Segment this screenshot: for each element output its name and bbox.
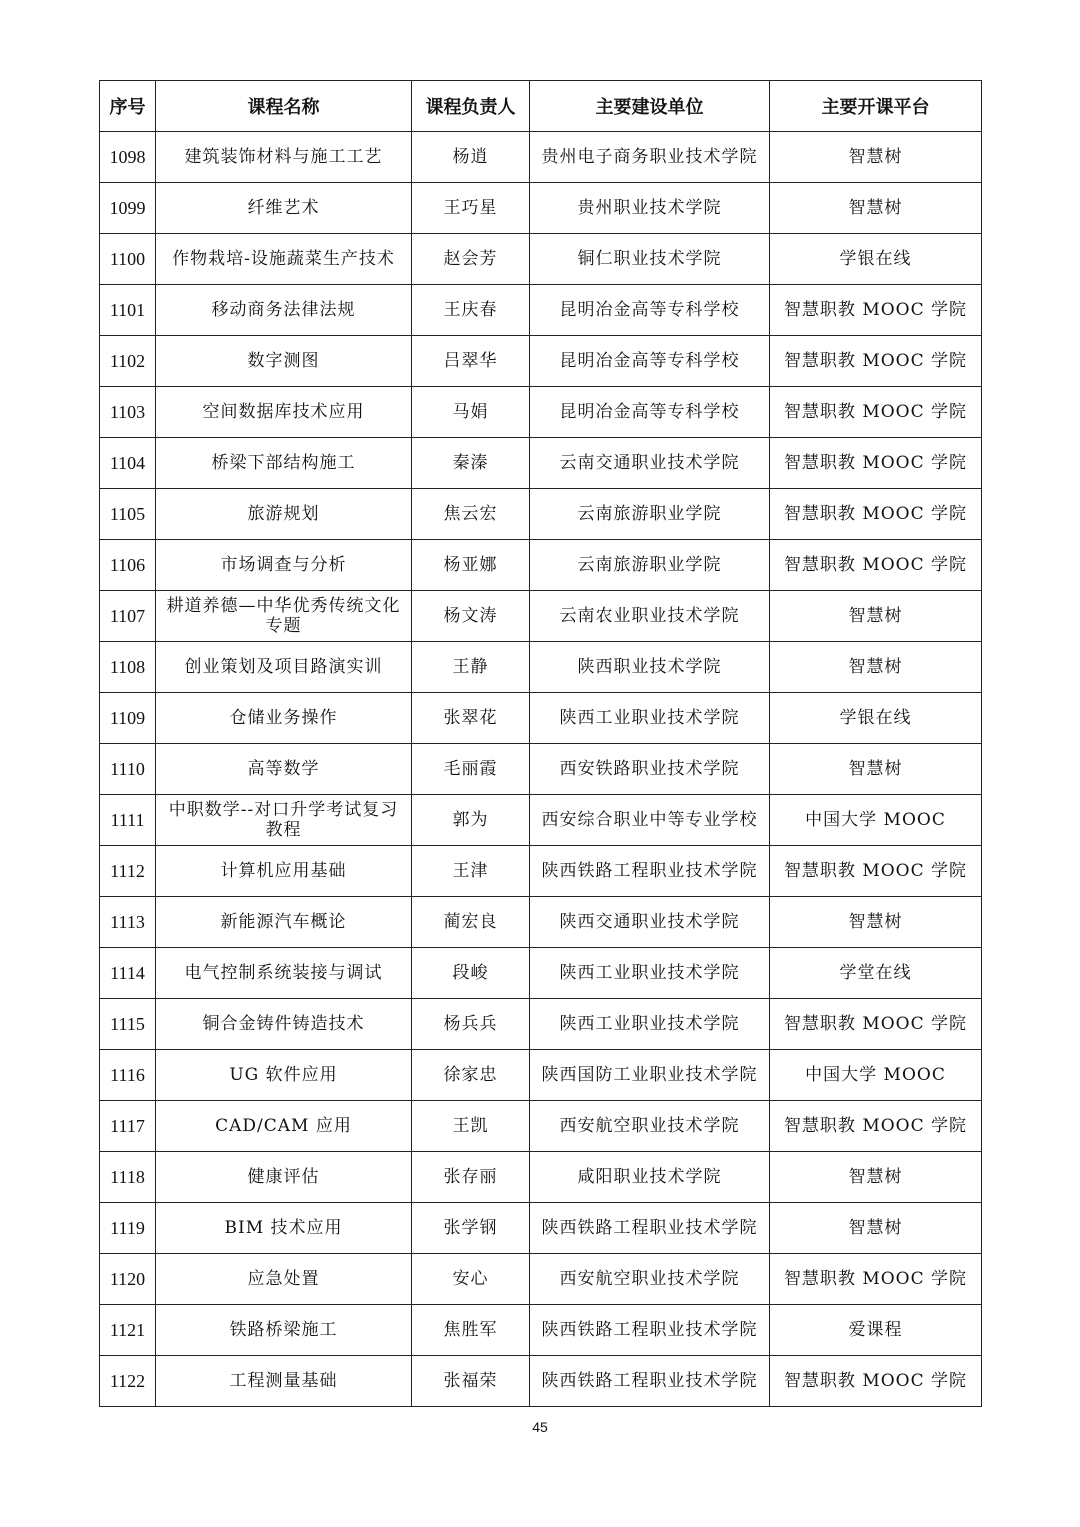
cell-index: 1120 — [100, 1254, 156, 1305]
cell-course-name: 工程测量基础 — [156, 1356, 412, 1407]
table-row — [100, 1203, 982, 1254]
cell-course-name: 铁路桥梁施工 — [156, 1305, 412, 1356]
table-row — [100, 591, 982, 642]
cell-platform: 智慧树 — [770, 897, 982, 948]
cell-index: 1118 — [100, 1152, 156, 1203]
table-row — [100, 540, 982, 591]
cell-index: 1111 — [100, 795, 156, 846]
cell-index: 1121 — [100, 1305, 156, 1356]
cell-institution: 陕西工业职业技术学院 — [530, 948, 770, 999]
cell-course-name: UG 软件应用 — [156, 1050, 412, 1101]
header-course-name: 课程名称 — [156, 81, 412, 132]
table-row — [100, 1254, 982, 1305]
cell-platform: 智慧职教 MOOC 学院 — [770, 1356, 982, 1407]
header-index: 序号 — [100, 81, 156, 132]
table-row — [100, 1152, 982, 1203]
cell-course-leader: 段峻 — [412, 948, 530, 999]
cell-course-leader: 徐家忠 — [412, 1050, 530, 1101]
cell-index: 1100 — [100, 234, 156, 285]
cell-platform: 学银在线 — [770, 234, 982, 285]
cell-platform: 智慧职教 MOOC 学院 — [770, 336, 982, 387]
cell-course-name: 中职数学--对口升学考试复习教程 — [156, 795, 412, 846]
table-row — [100, 183, 982, 234]
cell-index: 1108 — [100, 642, 156, 693]
cell-institution: 云南农业职业技术学院 — [530, 591, 770, 642]
table-row — [100, 234, 982, 285]
table-row — [100, 642, 982, 693]
cell-course-name: 铜合金铸件铸造技术 — [156, 999, 412, 1050]
cell-course-name: 耕道养德—中华优秀传统文化专题 — [156, 591, 412, 642]
cell-course-leader: 赵会芳 — [412, 234, 530, 285]
cell-course-leader: 杨文涛 — [412, 591, 530, 642]
cell-institution: 陕西国防工业职业技术学院 — [530, 1050, 770, 1101]
cell-course-name: 计算机应用基础 — [156, 846, 412, 897]
cell-index: 1110 — [100, 744, 156, 795]
cell-platform: 智慧树 — [770, 1152, 982, 1203]
cell-institution: 陕西交通职业技术学院 — [530, 897, 770, 948]
cell-course-leader: 吕翠华 — [412, 336, 530, 387]
cell-platform: 智慧职教 MOOC 学院 — [770, 999, 982, 1050]
cell-platform: 智慧职教 MOOC 学院 — [770, 540, 982, 591]
cell-index: 1119 — [100, 1203, 156, 1254]
cell-index: 1113 — [100, 897, 156, 948]
cell-index: 1104 — [100, 438, 156, 489]
cell-course-leader: 蔺宏良 — [412, 897, 530, 948]
table-row — [100, 438, 982, 489]
cell-index: 1107 — [100, 591, 156, 642]
cell-course-leader: 安心 — [412, 1254, 530, 1305]
cell-institution: 云南旅游职业学院 — [530, 540, 770, 591]
cell-course-leader: 杨逍 — [412, 132, 530, 183]
cell-course-name: 市场调查与分析 — [156, 540, 412, 591]
cell-platform: 学堂在线 — [770, 948, 982, 999]
cell-course-name: 数字测图 — [156, 336, 412, 387]
table-row — [100, 285, 982, 336]
cell-platform: 中国大学 MOOC — [770, 795, 982, 846]
cell-institution: 咸阳职业技术学院 — [530, 1152, 770, 1203]
cell-course-leader: 马娟 — [412, 387, 530, 438]
cell-platform: 智慧树 — [770, 642, 982, 693]
cell-platform: 智慧树 — [770, 132, 982, 183]
cell-platform: 智慧职教 MOOC 学院 — [770, 438, 982, 489]
cell-institution: 西安航空职业技术学院 — [530, 1254, 770, 1305]
cell-course-name: 移动商务法律法规 — [156, 285, 412, 336]
cell-index: 1101 — [100, 285, 156, 336]
cell-course-name: 纤维艺术 — [156, 183, 412, 234]
cell-platform: 智慧职教 MOOC 学院 — [770, 285, 982, 336]
cell-index: 1122 — [100, 1356, 156, 1407]
cell-course-name: 电气控制系统装接与调试 — [156, 948, 412, 999]
cell-course-name: 建筑装饰材料与施工工艺 — [156, 132, 412, 183]
cell-institution: 昆明冶金高等专科学校 — [530, 387, 770, 438]
cell-course-leader: 张学钢 — [412, 1203, 530, 1254]
cell-course-leader: 焦云宏 — [412, 489, 530, 540]
cell-platform: 智慧树 — [770, 591, 982, 642]
header-institution: 主要建设单位 — [530, 81, 770, 132]
table-row — [100, 846, 982, 897]
cell-course-leader: 王静 — [412, 642, 530, 693]
cell-course-name: 作物栽培-设施蔬菜生产技术 — [156, 234, 412, 285]
course-table — [99, 80, 982, 1407]
table-body — [100, 132, 982, 1407]
cell-course-leader: 焦胜军 — [412, 1305, 530, 1356]
cell-index: 1105 — [100, 489, 156, 540]
table-row — [100, 336, 982, 387]
table-row — [100, 489, 982, 540]
cell-course-name: 旅游规划 — [156, 489, 412, 540]
cell-index: 1117 — [100, 1101, 156, 1152]
cell-platform: 智慧树 — [770, 183, 982, 234]
cell-institution: 昆明冶金高等专科学校 — [530, 285, 770, 336]
cell-institution: 陕西职业技术学院 — [530, 642, 770, 693]
cell-platform: 智慧职教 MOOC 学院 — [770, 846, 982, 897]
cell-institution: 西安铁路职业技术学院 — [530, 744, 770, 795]
table-row — [100, 897, 982, 948]
cell-course-leader: 秦溱 — [412, 438, 530, 489]
cell-course-leader: 王凯 — [412, 1101, 530, 1152]
cell-course-name: CAD/CAM 应用 — [156, 1101, 412, 1152]
table-row — [100, 1356, 982, 1407]
cell-platform: 智慧树 — [770, 744, 982, 795]
cell-platform: 智慧职教 MOOC 学院 — [770, 489, 982, 540]
cell-index: 1112 — [100, 846, 156, 897]
cell-index: 1103 — [100, 387, 156, 438]
cell-institution: 陕西铁路工程职业技术学院 — [530, 1305, 770, 1356]
table-row — [100, 1101, 982, 1152]
header-course-leader: 课程负责人 — [412, 81, 530, 132]
cell-course-leader: 张存丽 — [412, 1152, 530, 1203]
cell-institution: 陕西工业职业技术学院 — [530, 999, 770, 1050]
table-row — [100, 132, 982, 183]
table-row — [100, 387, 982, 438]
cell-institution: 陕西铁路工程职业技术学院 — [530, 1203, 770, 1254]
cell-course-name: 健康评估 — [156, 1152, 412, 1203]
table-row — [100, 693, 982, 744]
cell-course-leader: 杨兵兵 — [412, 999, 530, 1050]
cell-course-leader: 王津 — [412, 846, 530, 897]
cell-index: 1106 — [100, 540, 156, 591]
cell-course-name: 高等数学 — [156, 744, 412, 795]
table-row — [100, 999, 982, 1050]
table-row — [100, 795, 982, 846]
cell-institution: 陕西工业职业技术学院 — [530, 693, 770, 744]
cell-index: 1116 — [100, 1050, 156, 1101]
cell-institution: 陕西铁路工程职业技术学院 — [530, 1356, 770, 1407]
cell-course-leader: 张翠花 — [412, 693, 530, 744]
cell-index: 1115 — [100, 999, 156, 1050]
table-row — [100, 1050, 982, 1101]
table-row — [100, 744, 982, 795]
cell-course-name: 应急处置 — [156, 1254, 412, 1305]
table-row — [100, 1305, 982, 1356]
cell-platform: 智慧职教 MOOC 学院 — [770, 387, 982, 438]
cell-platform: 智慧树 — [770, 1203, 982, 1254]
cell-course-leader: 王巧星 — [412, 183, 530, 234]
cell-index: 1099 — [100, 183, 156, 234]
cell-institution: 昆明冶金高等专科学校 — [530, 336, 770, 387]
cell-course-name: 创业策划及项目路演实训 — [156, 642, 412, 693]
cell-course-leader: 张福荣 — [412, 1356, 530, 1407]
cell-course-leader: 王庆春 — [412, 285, 530, 336]
cell-institution: 西安综合职业中等专业学校 — [530, 795, 770, 846]
cell-platform: 爱课程 — [770, 1305, 982, 1356]
cell-institution: 贵州电子商务职业技术学院 — [530, 132, 770, 183]
page-number: 45 — [532, 1419, 548, 1435]
cell-course-leader: 杨亚娜 — [412, 540, 530, 591]
cell-course-leader: 郭为 — [412, 795, 530, 846]
cell-institution: 贵州职业技术学院 — [530, 183, 770, 234]
cell-index: 1109 — [100, 693, 156, 744]
cell-institution: 铜仁职业技术学院 — [530, 234, 770, 285]
cell-institution: 陕西铁路工程职业技术学院 — [530, 846, 770, 897]
cell-index: 1114 — [100, 948, 156, 999]
cell-platform: 智慧职教 MOOC 学院 — [770, 1254, 982, 1305]
header-platform: 主要开课平台 — [770, 81, 982, 132]
cell-course-leader: 毛丽霞 — [412, 744, 530, 795]
cell-institution: 云南交通职业技术学院 — [530, 438, 770, 489]
table-row — [100, 948, 982, 999]
cell-course-name: 桥梁下部结构施工 — [156, 438, 412, 489]
table-header-row — [100, 81, 982, 132]
cell-index: 1102 — [100, 336, 156, 387]
cell-course-name: 新能源汽车概论 — [156, 897, 412, 948]
cell-course-name: 仓储业务操作 — [156, 693, 412, 744]
cell-index: 1098 — [100, 132, 156, 183]
cell-platform: 智慧职教 MOOC 学院 — [770, 1101, 982, 1152]
cell-platform: 学银在线 — [770, 693, 982, 744]
cell-institution: 云南旅游职业学院 — [530, 489, 770, 540]
cell-platform: 中国大学 MOOC — [770, 1050, 982, 1101]
cell-course-name: 空间数据库技术应用 — [156, 387, 412, 438]
cell-course-name: BIM 技术应用 — [156, 1203, 412, 1254]
cell-institution: 西安航空职业技术学院 — [530, 1101, 770, 1152]
